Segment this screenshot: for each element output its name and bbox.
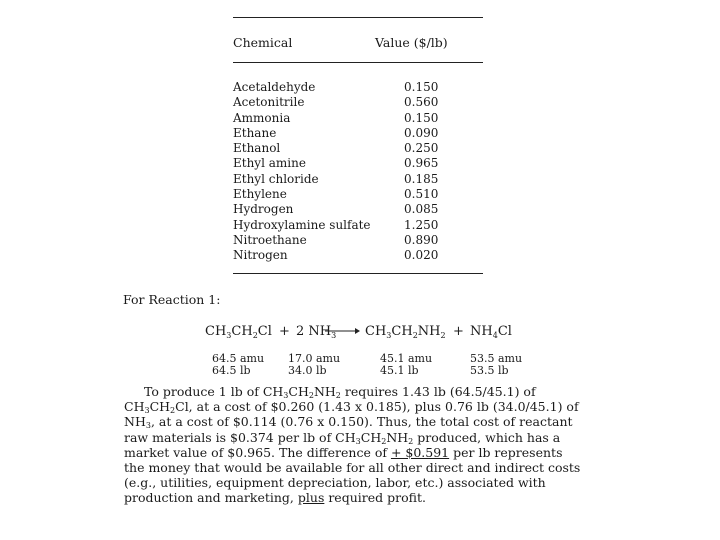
mass-ammonia: 17.0 amu 34.0 lb	[288, 352, 341, 377]
table-row	[233, 233, 483, 248]
product-ethyl-amine: $CH_3CH_2NH_2$	[365, 324, 446, 340]
chemical-value: 0.185	[404, 171, 439, 186]
table-top-rule	[233, 17, 483, 18]
chemical-value: 0.085	[404, 202, 439, 217]
chemical-name: Hydrogen	[233, 202, 294, 217]
plus-sign: +	[453, 324, 464, 339]
chemical-value: 0.020	[404, 248, 439, 263]
chemical-value: 0.890	[404, 232, 439, 247]
table-row	[233, 80, 483, 95]
paragraph-line: To produce 1 lb of $CH_3CH_2NH_2$ requires 1.43 lb (64.5/45.1) of	[144, 384, 536, 400]
table-row	[233, 156, 483, 171]
chemical-name: Ammonia	[233, 110, 291, 125]
chemical-name: Acetaldehyde	[233, 80, 316, 94]
chemical-name: Ethane	[233, 125, 277, 140]
table-row	[233, 218, 483, 233]
chemical-name: Acetonitrile	[233, 95, 305, 110]
paragraph-line: the money that would be available for all other direct and indirect costs	[124, 460, 581, 476]
table-row	[233, 202, 483, 217]
reactant-ethyl-chloride: $CH_3CH_2Cl$	[205, 324, 272, 340]
chemical-value: 0.150	[404, 80, 439, 94]
explanation-paragraph	[124, 384, 584, 506]
mass-ethyl-chloride: 64.5 amu 64.5 lb	[212, 352, 265, 377]
table-row	[233, 126, 483, 141]
mass-ethyl-amine: 45.1 amu 45.1 lb	[380, 352, 433, 377]
paragraph-line: raw materials is $0.374 per lb of $CH_3CH_2NH_2$ produced, which has a	[124, 429, 561, 446]
chemical-value: 0.560	[404, 95, 439, 110]
chemical-name: Nitrogen	[233, 248, 288, 263]
table-row	[233, 187, 483, 202]
paragraph-line: $CH_3CH_2Cl$, at a cost of $0.260 (1.43 x 0.185), plus 0.76 lb (34.0/45.1) of	[124, 399, 579, 416]
paragraph-line: production and marketing, plus required profit.	[124, 490, 426, 506]
reaction-heading: For Reaction 1:	[123, 292, 221, 307]
paragraph-line: (e.g., utilities, equipment depreciation, labor, etc.) associated with	[124, 475, 546, 491]
table-row	[233, 95, 483, 110]
chemical-value: 1.250	[404, 217, 439, 232]
table-row	[233, 141, 483, 156]
reaction-arrow-icon	[322, 326, 362, 336]
chemical-value: 0.150	[404, 110, 439, 125]
product-ammonium-chloride: $NH_4Cl$	[470, 324, 512, 340]
mass-ammonium-chloride: 53.5 amu 53.5 lb	[470, 352, 523, 377]
profit-margin: + $0.591	[390, 444, 450, 460]
header-value: Value ($/lb)	[375, 35, 448, 50]
paragraph-line: $NH_3$, at a cost of $0.114 (0.76 x 0.150). Thus, the total cost of reactant	[124, 414, 573, 431]
chemical-name: Ethylene	[233, 187, 287, 202]
ammonia-label: 2 NH	[296, 324, 332, 339]
paragraph-line: market value of $0.965. The difference of + $0.591 per lb represents	[124, 444, 563, 460]
chemical-value: 0.965	[404, 156, 439, 171]
plus-emphasis: plus	[297, 490, 325, 506]
chemical-value: 0.090	[404, 125, 439, 140]
header-chemical: Chemical	[233, 35, 293, 50]
table-body	[233, 80, 483, 264]
chemical-name: Ethanol	[233, 141, 281, 156]
chemical-name: Hydroxylamine sulfate	[233, 217, 371, 232]
table-row	[233, 111, 483, 126]
table-row	[233, 248, 483, 263]
reactant-ammonia: 2 $NH_3$	[296, 324, 337, 340]
table-header-rule	[233, 62, 483, 63]
chemical-value: 0.250	[404, 141, 439, 156]
chemical-name: Nitroethane	[233, 232, 307, 247]
chemical-name: Ethyl amine	[233, 156, 306, 171]
chemical-name: Ethyl chloride	[233, 171, 319, 186]
chemical-value: 0.510	[404, 187, 439, 202]
table-row	[233, 172, 483, 187]
table-bottom-rule	[233, 273, 483, 274]
plus-sign: +	[279, 324, 290, 339]
